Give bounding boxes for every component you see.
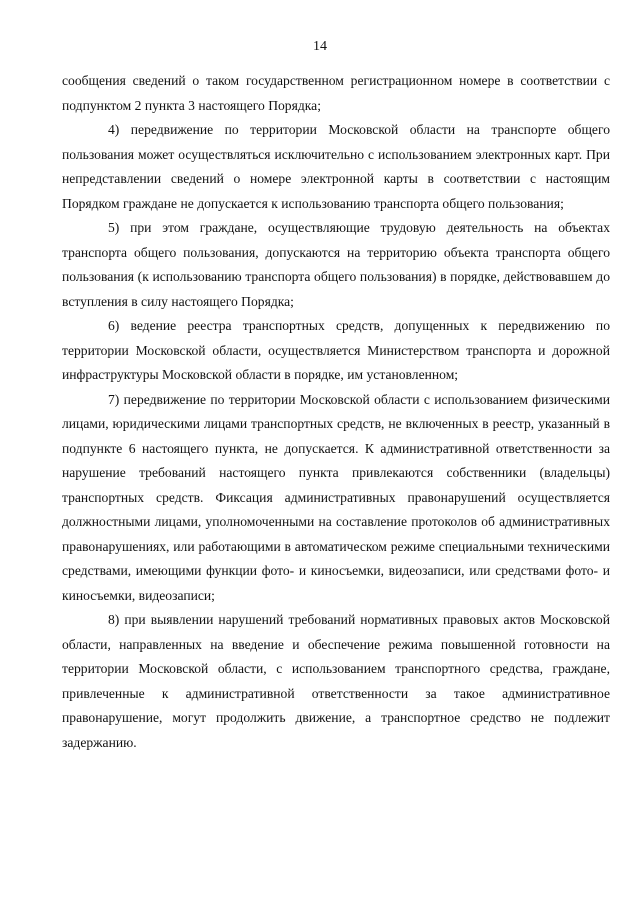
paragraph-item-8: 8) при выявлении нарушений требований нормативных правовых актов Московской области, направленных на введение и обеспечение режима повышенной готовности на территории Московской области, с использованием транспортного средства, граждане, привлеченные к административной ответственности за такое административное правонарушение, могут продолжить движение, а транспортное средство не подлежит задержанию. [62,612,610,750]
paragraph-continuation: сообщения сведений о таком государственном регистрационном номере в соответствии с подпунктом 2 пункта 3 настоящего Порядка; [62,73,610,113]
paragraph-item-5: 5) при этом граждане, осуществляющие трудовую деятельность на объектах транспорта общего пользования, допускаются на территорию объекта транспорта общего пользования (к использованию транспорта общего пользования) в порядке, действовавшем до вступления в силу настоящего Порядка; [62,220,610,309]
document-body [62,69,610,755]
paragraph-item-7: 7) передвижение по территории Московской области с использованием физическими лицами, юридическими лицами транспортных средств, не включенных в реестр, указанный в подпункте 6 настоящего пункта, не допускается. К административной ответственности за нарушение требований настоящего пункта привлекаются собственники (владельцы) транспортных средств. Фиксация административных правонарушений осуществляется должностными лицами, уполномоченными на составление протоколов об административных правонарушениях, или работающими в автоматическом режиме специальными техническими средствами, имеющими функции фото- и киносъемки, видеозаписи, или средствами фото- и киносъемки, видеозаписи; [62,391,610,603]
page-number: 14 [313,39,327,54]
paragraph-item-6: 6) ведение реестра транспортных средств, допущенных к передвижению по территории Московской области, осуществляется Министерством транспорта и дорожной инфраструктуры Московской области в порядке, им установленном; [62,318,610,382]
paragraph-item-4: 4) передвижение по территории Московской области на транспорте общего пользования может осуществляться исключительно с использованием электронных карт. При непредставлении сведений о номере электронной карты в соответствии с настоящим Порядком граждане не допускается к использованию транспорта общего пользования; [62,122,610,211]
